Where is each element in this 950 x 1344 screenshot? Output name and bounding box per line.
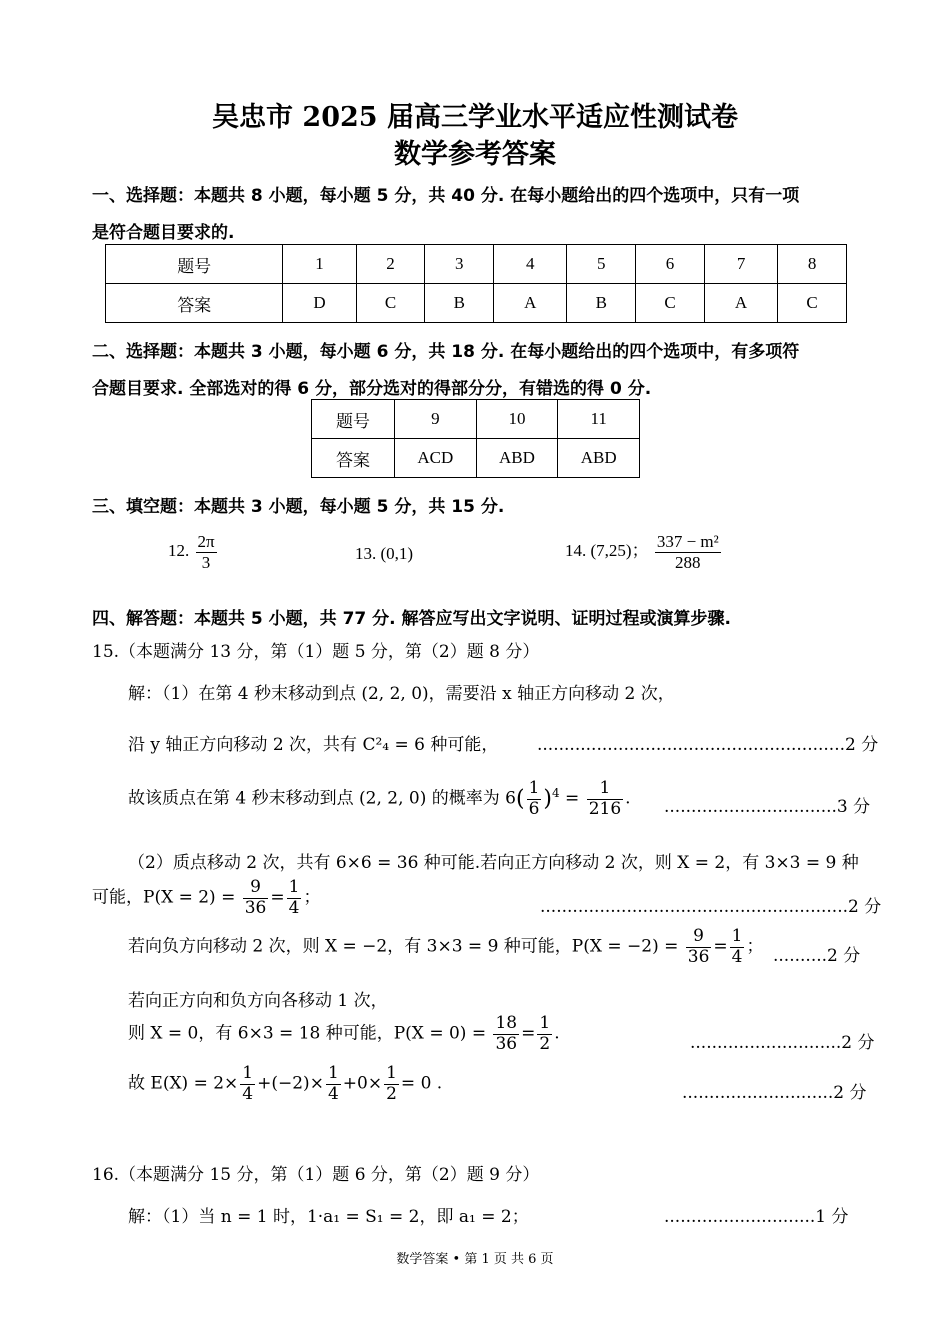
table-cell: ABD <box>558 439 640 478</box>
section3-heading: 三、填空题：本题共 3 小题，每小题 5 分，共 15 分. <box>92 497 505 517</box>
numerator: 1 <box>327 1063 339 1083</box>
section1-heading-line2: 是符合题目要求的. <box>92 223 235 243</box>
fraction <box>493 1014 519 1054</box>
fraction <box>384 1064 399 1104</box>
q15-line9-score: ............................2 分 <box>682 1083 867 1103</box>
section1-heading-line1: 一、选择题：本题共 8 小题，每小题 5 分，共 40 分. 在每小题给出的四个选项中，只有一项 <box>92 186 800 206</box>
q15-line6 <box>128 927 763 967</box>
fraction <box>537 1014 552 1054</box>
section2-heading-line2: 合题目要求. 全部选对的得 6 分，部分选对的得部分分，有错选的得 0 分. <box>92 379 652 399</box>
fraction <box>287 878 302 918</box>
q15-line6-text: 若向负方向移动 2 次，则 X = −2，有 3×3 = 9 种可能，P(X = −2) = <box>128 936 679 957</box>
q15-line8 <box>128 1014 560 1054</box>
q15-line2-score: .........................................................2 分 <box>537 735 879 755</box>
paren-open: ( <box>515 786 525 812</box>
q13-value: (0,1) <box>380 544 414 563</box>
table-cell: 1 <box>283 245 356 284</box>
fraction <box>686 927 712 967</box>
equals: = <box>521 1023 536 1044</box>
numerator: 1 <box>539 1013 551 1033</box>
section1-answer-table <box>105 244 847 323</box>
table-cell: A <box>704 284 777 323</box>
denominator: 4 <box>288 897 300 918</box>
denominator: 216 <box>588 798 622 819</box>
q15-line5-text: 可能，P(X = 2) = <box>92 887 236 908</box>
table-header-cell: 答案 <box>106 284 283 323</box>
q15-line8-text: 则 X = 0，有 6×3 = 18 种可能，P(X = 0) = <box>128 1023 487 1044</box>
q15-line3 <box>128 779 631 819</box>
table-cell: 2 <box>356 245 425 284</box>
q15-line3-score: ................................3 分 <box>664 797 871 817</box>
fraction <box>243 878 269 918</box>
denominator: 4 <box>731 946 743 967</box>
table-cell: B <box>567 284 636 323</box>
section2-answer-table <box>311 399 640 478</box>
page-subtitle: 数学参考答案 <box>394 139 556 170</box>
table-cell: C <box>778 284 847 323</box>
semicolon: ； <box>303 887 321 908</box>
table-cell: 9 <box>395 400 477 439</box>
q15-line2: 沿 y 轴正方向移动 2 次，共有 C²₄ = 6 种可能， <box>128 735 499 755</box>
semicolon: ； <box>746 936 764 957</box>
table-header-cell: 答案 <box>312 439 395 478</box>
period: . <box>554 1023 560 1044</box>
table-cell: 7 <box>704 245 777 284</box>
q15-line8-score: ............................2 分 <box>690 1033 875 1053</box>
denominator: 36 <box>244 897 267 918</box>
section4-heading: 四、解答题：本题共 5 小题，共 77 分. 解答应写出文字说明、证明过程或演算步骤. <box>92 609 731 629</box>
q16-header: 16.（本题满分 15 分，第（1）题 6 分，第（2）题 9 分） <box>92 1165 540 1185</box>
q15-line3-text: 故该质点在第 4 秒末移动到点 (2, 2, 0) 的概率为 6 <box>128 788 516 809</box>
q15-line5-score: .........................................................2 分 <box>540 897 882 917</box>
q15-line5 <box>92 878 320 918</box>
table-cell: 11 <box>558 400 640 439</box>
table-cell: 3 <box>425 245 494 284</box>
table-cell: ABD <box>476 439 558 478</box>
numerator: 1 <box>528 778 540 798</box>
q16-line1: 解：（1）当 n = 1 时，1·a₁ = S₁ = 2，即 a₁ = 2； <box>128 1207 529 1227</box>
exponent: 4 <box>552 785 560 800</box>
numerator: 1 <box>386 1063 397 1083</box>
table-cell: ACD <box>395 439 477 478</box>
q13-label: 13. <box>355 544 377 563</box>
equals: = <box>270 887 285 908</box>
denominator: 4 <box>327 1083 339 1104</box>
q15-line1: 解：（1）在第 4 秒末移动到点 (2, 2, 0)，需要沿 x 轴正方向移动 2 次， <box>128 684 675 704</box>
denominator: 36 <box>687 946 710 967</box>
section2-heading-line1: 二、选择题：本题共 3 小题，每小题 6 分，共 18 分. 在每小题给出的四个选项中，有多项符 <box>92 342 800 362</box>
q13-answer <box>355 544 413 564</box>
expression-part: +0× <box>342 1073 383 1094</box>
paren-close: ) <box>543 786 552 812</box>
table-cell: C <box>636 284 705 323</box>
table-cell: 10 <box>476 400 558 439</box>
table-cell: 5 <box>567 245 636 284</box>
q15-header: 15.（本题满分 13 分，第（1）题 5 分，第（2）题 8 分） <box>92 642 540 662</box>
q12-answer <box>168 532 219 572</box>
denominator: 2 <box>539 1033 551 1054</box>
result: = 0 . <box>400 1073 443 1094</box>
expression-part: +(−2)× <box>257 1073 324 1094</box>
q15-line6-score: ..........2 分 <box>773 946 861 966</box>
q14-denominator: 288 <box>675 552 701 572</box>
numerator: 18 <box>495 1013 518 1033</box>
q15-line9 <box>128 1064 442 1104</box>
table-header-cell: 题号 <box>106 245 283 284</box>
q12-denominator: 3 <box>201 552 211 572</box>
q14-value-a: (7,25)； <box>590 540 649 560</box>
q12-label: 12. <box>168 540 190 560</box>
q12-fraction <box>196 532 217 572</box>
q14-answer <box>565 532 723 572</box>
table-cell: B <box>425 284 494 323</box>
denominator: 6 <box>528 798 540 819</box>
table-header-cell: 题号 <box>312 400 395 439</box>
numerator: 1 <box>587 779 623 800</box>
table-cell: 8 <box>778 245 847 284</box>
numerator: 9 <box>243 878 269 899</box>
denominator: 4 <box>242 1083 254 1104</box>
q12-numerator: 2π <box>197 532 215 551</box>
page-footer: 数学答案 • 第 1 页 共 6 页 <box>396 1252 554 1267</box>
table-cell: C <box>356 284 425 323</box>
fraction <box>326 1064 341 1104</box>
q15-line3-result-fraction <box>587 779 623 819</box>
table-cell: D <box>283 284 356 323</box>
period: . <box>625 788 631 809</box>
table-cell: A <box>494 284 567 323</box>
numerator: 9 <box>686 927 712 948</box>
q15-line3-inner-fraction <box>527 779 542 819</box>
equals: = <box>565 788 580 809</box>
fraction <box>240 1064 255 1104</box>
q14-fraction <box>655 532 721 572</box>
q14-label: 14. <box>565 540 587 560</box>
numerator: 1 <box>731 926 743 946</box>
q16-line1-score: ............................1 分 <box>664 1207 849 1227</box>
q15-line4: （2）质点移动 2 次，共有 6×6 = 36 种可能.若向正方向移动 2 次，则 X = 2，有 3×3 = 9 种 <box>128 853 859 873</box>
q15-line7: 若向正方向和负方向各移动 1 次， <box>128 991 388 1011</box>
equals: = <box>713 936 728 957</box>
numerator: 1 <box>288 877 300 897</box>
numerator: 1 <box>242 1063 254 1083</box>
table-cell: 6 <box>636 245 705 284</box>
q15-line9-text: 故 E(X) = 2× <box>128 1073 239 1094</box>
fraction <box>730 927 745 967</box>
denominator: 2 <box>386 1083 397 1104</box>
table-cell: 4 <box>494 245 567 284</box>
denominator: 36 <box>495 1033 518 1054</box>
q14-numerator: 337 − m² <box>656 532 719 551</box>
page-title: 吴忠市 2025 届高三学业水平适应性测试卷 <box>212 102 738 133</box>
